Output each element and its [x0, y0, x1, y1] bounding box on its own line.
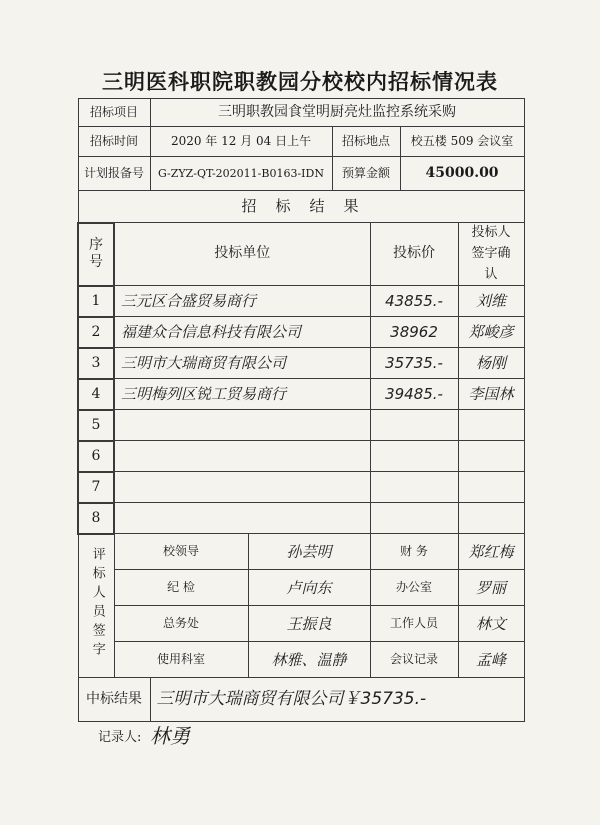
row-bidder [114, 410, 370, 441]
row-no: 3 [78, 348, 114, 379]
table-row [78, 379, 524, 410]
reviewer-signature: 孙芸明 [248, 534, 370, 570]
row-sign [458, 410, 524, 441]
table-row [78, 410, 524, 441]
row-price [370, 503, 458, 534]
reviewer-signature: 林文 [458, 606, 524, 642]
row-price [370, 472, 458, 503]
row-bidder [114, 441, 370, 472]
reviewer-signature: 王振良 [248, 606, 370, 642]
row-no: 1 [78, 286, 114, 317]
reviewer-role: 会议记录 [370, 642, 458, 678]
row-no: 6 [78, 441, 114, 472]
table-row [78, 441, 524, 472]
col-bidder-header: 投标单位 [114, 223, 370, 286]
reviewer-role: 工作人员 [370, 606, 458, 642]
time-label: 招标时间 [78, 127, 150, 157]
reviewer-role: 办公室 [370, 570, 458, 606]
row-no: 7 [78, 472, 114, 503]
reviewer-role: 总务处 [114, 606, 248, 642]
row-bidder [114, 472, 370, 503]
reviewer-role: 校领导 [114, 534, 248, 570]
project-value: 三明职教园食堂明厨亮灶监控系统采购 [150, 99, 524, 127]
table-row [78, 472, 524, 503]
row-bidder: 三明梅列区锐工贸易商行 [114, 379, 370, 410]
row-price: 35735.- [370, 348, 458, 379]
project-label: 招标项目 [78, 99, 150, 127]
bid-form-table [77, 98, 525, 722]
row-sign [458, 441, 524, 472]
plan-label: 计划报备号 [78, 157, 150, 191]
recorder-signature: 林勇 [150, 724, 190, 748]
reviewer-role: 使用科室 [114, 642, 248, 678]
row-no: 5 [78, 410, 114, 441]
reviewer-signature: 郑红梅 [458, 534, 524, 570]
reviewer-role: 纪 检 [114, 570, 248, 606]
table-row [78, 317, 524, 348]
place-label: 招标地点 [332, 127, 400, 157]
table-row [78, 286, 524, 317]
col-price-header: 投标价 [370, 223, 458, 286]
row-bidder [114, 503, 370, 534]
winner-value: 三明市大瑞商贸有限公司￥35735.- [150, 678, 524, 722]
reviewer-signature: 孟峰 [458, 642, 524, 678]
row-no: 4 [78, 379, 114, 410]
budget-label: 预算金额 [332, 157, 400, 191]
table-row [78, 503, 524, 534]
recorder-label: 记录人: [98, 730, 142, 745]
reviewers-group-label: 评标人员签字 [78, 534, 114, 678]
reviewer-role: 财 务 [370, 534, 458, 570]
reviewer-signature: 卢向东 [248, 570, 370, 606]
reviewer-signature: 林雅、温静 [248, 642, 370, 678]
row-sign [458, 503, 524, 534]
page-title: 三明医科职院职教园分校校内招标情况表 [102, 69, 498, 94]
row-sign [458, 472, 524, 503]
row-price: 43855.- [370, 286, 458, 317]
row-bidder: 三明市大瑞商贸有限公司 [114, 348, 370, 379]
time-value: 2020 年 12 月 04 日上午 [150, 127, 332, 157]
row-price: 38962 [370, 317, 458, 348]
row-no: 8 [78, 503, 114, 534]
row-price [370, 410, 458, 441]
row-sign: 郑峻彦 [458, 317, 524, 348]
row-price: 39485.- [370, 379, 458, 410]
results-title: 招 标 结 果 [78, 191, 524, 223]
plan-value: G-ZYZ-QT-202011-B0163-IDN [150, 157, 332, 191]
row-sign: 杨刚 [458, 348, 524, 379]
row-no: 2 [78, 317, 114, 348]
col-sign-header: 投标人签字确认 [458, 223, 524, 286]
row-sign: 刘维 [458, 286, 524, 317]
place-value: 校五楼 509 会议室 [400, 127, 524, 157]
row-bidder: 福建众合信息科技有限公司 [114, 317, 370, 348]
row-sign: 李国林 [458, 379, 524, 410]
row-bidder: 三元区合盛贸易商行 [114, 286, 370, 317]
budget-value: 45000.00 [400, 157, 524, 191]
table-row [78, 348, 524, 379]
winner-label: 中标结果 [78, 678, 150, 722]
reviewer-signature: 罗丽 [458, 570, 524, 606]
col-no-header: 序号 [78, 223, 114, 286]
row-price [370, 441, 458, 472]
